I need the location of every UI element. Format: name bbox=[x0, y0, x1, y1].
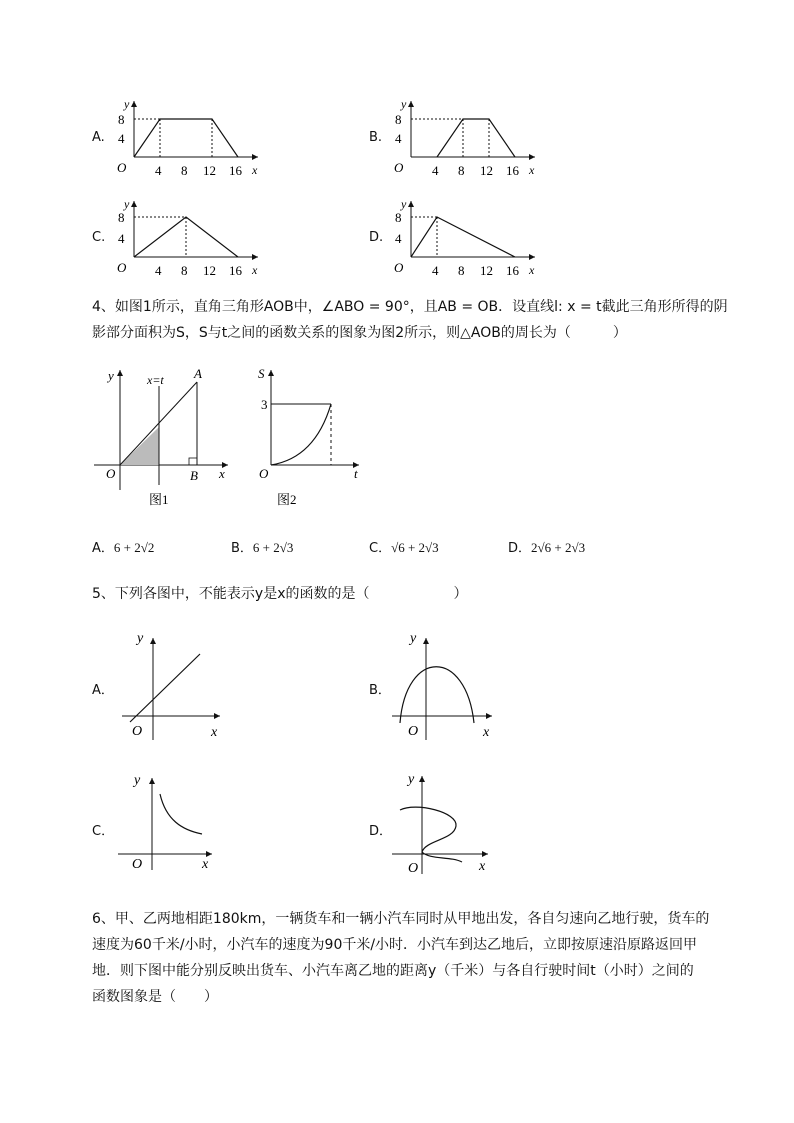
origin-label: O bbox=[117, 260, 127, 275]
origin-label: O bbox=[408, 861, 419, 876]
q4-stem-line2: 影部分面积为S，S与t之间的函数关系的图象为图2所示，则△AOB的周长为（ ） bbox=[92, 325, 627, 341]
figure-1-caption: 图1 bbox=[149, 492, 169, 507]
y-label: y bbox=[108, 368, 114, 383]
origin-label: O bbox=[132, 857, 143, 872]
y-label: y bbox=[124, 197, 130, 211]
option-value: 6 + 2√2 bbox=[113, 540, 155, 555]
origin-label: O bbox=[106, 466, 116, 481]
origin-label: O bbox=[394, 260, 404, 275]
q6-stem-line3: 地．则下图中能分别反映出货车、小汽车离乙地的距离y（千米）与各自行驶时间t（小时）之间的 bbox=[92, 963, 694, 979]
x-label: x bbox=[219, 466, 225, 481]
x-tick: 4 bbox=[432, 163, 439, 178]
option-letter: B． bbox=[231, 541, 253, 556]
graph-curve bbox=[400, 667, 474, 723]
x-label: x bbox=[483, 725, 490, 740]
q5-graph-b bbox=[386, 628, 501, 743]
x-tick: 4 bbox=[432, 263, 439, 278]
x-tick: 16 bbox=[229, 163, 242, 178]
graph-line bbox=[437, 119, 515, 157]
y-tick: 4 bbox=[395, 231, 402, 246]
x-label: x bbox=[529, 163, 535, 177]
x-tick: 16 bbox=[229, 263, 242, 278]
option-letter: A． bbox=[92, 541, 114, 556]
graph-line bbox=[411, 217, 515, 257]
x-tick: 4 bbox=[155, 263, 162, 278]
q5-option-a-label[interactable]: A． bbox=[92, 683, 114, 698]
q5-graph-c bbox=[112, 770, 227, 880]
line-label: x=t bbox=[147, 373, 164, 387]
q6-stem-line4: 函数图象是（ ） bbox=[92, 989, 218, 1005]
q4-option-c[interactable] bbox=[369, 537, 439, 556]
q4-figure-1 bbox=[88, 360, 248, 510]
q5-option-c-label[interactable]: C． bbox=[92, 824, 115, 839]
q4-figure-2 bbox=[255, 360, 375, 510]
x-tick: 12 bbox=[203, 263, 216, 278]
y-label: y bbox=[134, 773, 141, 788]
q4-option-a[interactable] bbox=[92, 537, 154, 556]
x-label: x bbox=[252, 163, 258, 177]
x-label: x bbox=[202, 857, 209, 872]
x-tick: 12 bbox=[480, 163, 493, 178]
x-label: x bbox=[211, 725, 218, 740]
x-label: x bbox=[479, 859, 486, 874]
point-b-label: B bbox=[190, 468, 198, 483]
s-curve bbox=[271, 404, 331, 465]
x-label: x bbox=[252, 263, 258, 277]
x-tick: 8 bbox=[181, 163, 188, 178]
x-tick: 8 bbox=[458, 263, 465, 278]
origin-label: O bbox=[259, 466, 269, 481]
q3-graph-c bbox=[108, 195, 268, 280]
option-value: 2√6 + 2√3 bbox=[531, 540, 586, 555]
graph-curve bbox=[160, 794, 202, 834]
q6-stem-line2: 速度为60千米/小时，小汽车的速度为90千米/小时．小汽车到达乙地后，立即按原速沿原路返回甲 bbox=[92, 937, 698, 953]
q3-option-d-label: D. bbox=[369, 230, 384, 245]
x-tick: 8 bbox=[458, 163, 465, 178]
origin-label: O bbox=[394, 160, 404, 175]
y-tick: 8 bbox=[118, 210, 125, 225]
q3-option-a-label: A. bbox=[92, 130, 105, 145]
y-tick: 4 bbox=[395, 131, 402, 146]
graph-line bbox=[134, 119, 238, 157]
y-tick: 8 bbox=[118, 112, 125, 127]
s-label: S bbox=[258, 366, 265, 381]
q4-stem-line1: 4、如图1所示，直角三角形AOB中，∠ABO = 90°，且AB = OB．设直线l: x = t截此三角形所得的阴 bbox=[92, 299, 728, 315]
q5-stem: 5、下列各图中，不能表示y是x的函数的是（ ） bbox=[92, 586, 468, 602]
option-letter: C． bbox=[369, 541, 392, 556]
y-label: y bbox=[124, 97, 130, 111]
point-a-label: A bbox=[194, 366, 202, 381]
x-tick: 16 bbox=[506, 163, 519, 178]
y-tick: 4 bbox=[118, 231, 125, 246]
y-label: y bbox=[410, 631, 417, 646]
x-tick: 16 bbox=[506, 263, 519, 278]
origin-label: O bbox=[408, 724, 419, 739]
q4-option-d[interactable] bbox=[508, 537, 585, 556]
figure-2-caption: 图2 bbox=[277, 492, 297, 507]
option-value: 6 + 2√3 bbox=[252, 540, 294, 555]
y-tick: 8 bbox=[395, 210, 402, 225]
value-3: 3 bbox=[261, 397, 268, 412]
x-tick: 8 bbox=[181, 263, 188, 278]
y-label: y bbox=[137, 631, 144, 646]
y-tick: 4 bbox=[118, 131, 125, 146]
option-letter: D． bbox=[508, 541, 532, 556]
x-tick: 12 bbox=[203, 163, 216, 178]
right-angle-mark bbox=[189, 458, 197, 465]
q3-option-b-label: B. bbox=[369, 130, 383, 145]
q4-option-b[interactable] bbox=[231, 537, 293, 556]
q5-option-d-label[interactable]: D． bbox=[369, 824, 393, 839]
origin-label: O bbox=[132, 724, 143, 739]
y-tick: 8 bbox=[395, 112, 402, 127]
x-tick: 12 bbox=[480, 263, 493, 278]
y-label: y bbox=[401, 97, 407, 111]
x-tick: 4 bbox=[155, 163, 162, 178]
q5-option-b-label[interactable]: B． bbox=[369, 683, 391, 698]
q5-graph-d bbox=[386, 768, 501, 880]
q6-stem-line1: 6、甲、乙两地相距180km，一辆货车和一辆小汽车同时从甲地出发，各自匀速向乙地行驶，货车的 bbox=[92, 911, 710, 927]
q3-graph-b bbox=[385, 95, 545, 180]
x-label: x bbox=[529, 263, 535, 277]
t-label: t bbox=[354, 466, 358, 481]
q5-graph-a bbox=[112, 628, 227, 743]
y-label: y bbox=[408, 772, 415, 787]
origin-label: O bbox=[117, 160, 127, 175]
q3-graph-d bbox=[385, 195, 545, 280]
graph-line bbox=[130, 654, 200, 722]
y-label: y bbox=[401, 197, 407, 211]
q3-graph-a bbox=[108, 95, 268, 180]
option-value: √6 + 2√3 bbox=[391, 540, 439, 555]
q3-option-c-label: C. bbox=[92, 230, 106, 245]
